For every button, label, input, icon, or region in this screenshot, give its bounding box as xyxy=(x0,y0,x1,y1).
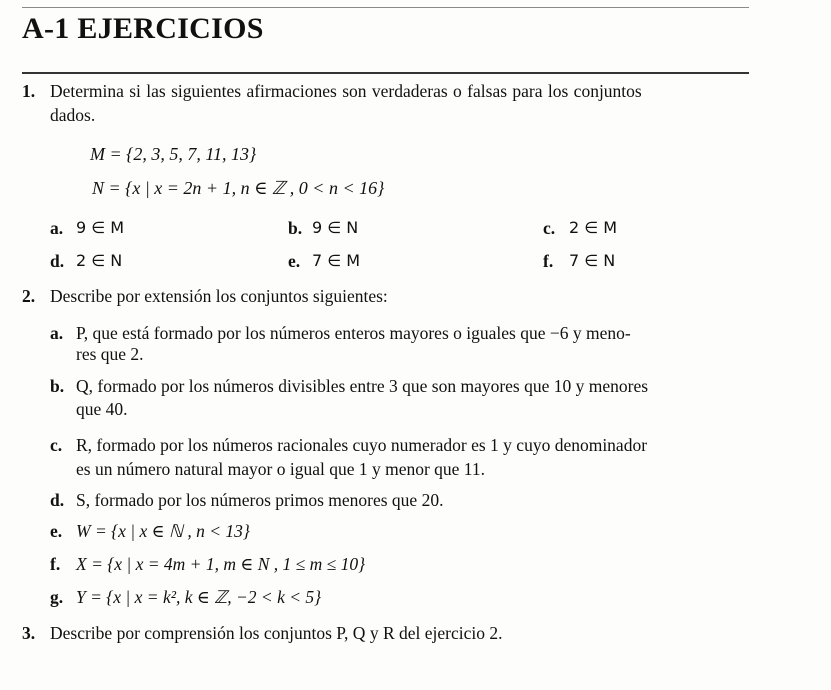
ex2-text: Describe por extensión los conjuntos siguientes: xyxy=(50,286,388,306)
ex2-item-d-label: d. xyxy=(50,490,65,510)
ex2-item-a-line2: res que 2. xyxy=(76,344,144,364)
ex2-item-c-line2: es un número natural mayor o igual que 1 y menor que 11. xyxy=(76,459,486,479)
ex2-item-e-label: e. xyxy=(50,521,63,541)
set-m-definition: M = {2, 3, 5, 7, 11, 13} xyxy=(90,144,257,164)
ex2-number: 2. xyxy=(22,286,36,306)
ex1-text-line1: Determina si las siguientes afirmaciones son verdaderas o falsas para los conjuntos xyxy=(50,81,642,101)
ex2-item-c-label: c. xyxy=(50,435,63,455)
ex1-text-line2: dados. xyxy=(50,105,96,125)
ex3-number: 3. xyxy=(22,623,36,643)
ex1-item-a-label: a. xyxy=(50,218,64,238)
ex1-item-d-label: d. xyxy=(50,251,65,271)
ex2-item-b-label: b. xyxy=(50,376,65,396)
ex2-item-d-line1: S, formado por los números primos menores que 20. xyxy=(76,490,444,510)
ex1-item-b-label: b. xyxy=(288,218,303,238)
ex2-item-f: X = {x | x = 4m + 1, m ∈ N , 1 ≤ m ≤ 10} xyxy=(76,554,366,574)
ex1-item-d: 2 ∈ N xyxy=(76,251,123,270)
ex2-item-g-label: g. xyxy=(50,587,64,607)
ex3-text: Describe por comprensión los conjuntos P, Q y R del ejercicio 2. xyxy=(50,623,503,643)
ex1-number: 1. xyxy=(22,81,36,101)
ex1-item-e: 7 ∈ M xyxy=(312,251,361,270)
title-rule xyxy=(22,72,749,74)
ex1-item-e-label: e. xyxy=(288,251,301,271)
ex1-item-f-label: f. xyxy=(543,251,554,271)
ex2-item-a-line1: P, que está formado por los números enteros mayores o iguales que −6 y meno- xyxy=(76,323,631,343)
ex2-item-g: Y = {x | x = k², k ∈ ℤ, −2 < k < 5} xyxy=(76,587,322,607)
ex1-item-c-label: c. xyxy=(543,218,556,238)
ex1-item-a: 9 ∈ M xyxy=(76,218,125,237)
ex2-item-e: W = {x | x ∈ ℕ , n < 13} xyxy=(76,521,250,541)
top-rule xyxy=(22,7,749,8)
ex2-item-c-line1: R, formado por los números racionales cuyo numerador es 1 y cuyo denominador xyxy=(76,435,648,455)
set-n-definition: N = {x | x = 2n + 1, n ∈ ℤ , 0 < n < 16} xyxy=(92,178,385,198)
ex2-item-f-label: f. xyxy=(50,554,61,574)
section-title: A-1 EJERCICIOS xyxy=(22,12,264,45)
ex2-item-b-line1: Q, formado por los números divisibles entre 3 que son mayores que 10 y menores xyxy=(76,376,649,396)
ex1-item-b: 9 ∈ N xyxy=(312,218,359,237)
ex1-item-c: 2 ∈ M xyxy=(569,218,618,237)
ex2-item-a-label: a. xyxy=(50,323,64,343)
ex1-item-f: 7 ∈ N xyxy=(569,251,616,270)
ex2-item-b-line2: que 40. xyxy=(76,399,128,419)
